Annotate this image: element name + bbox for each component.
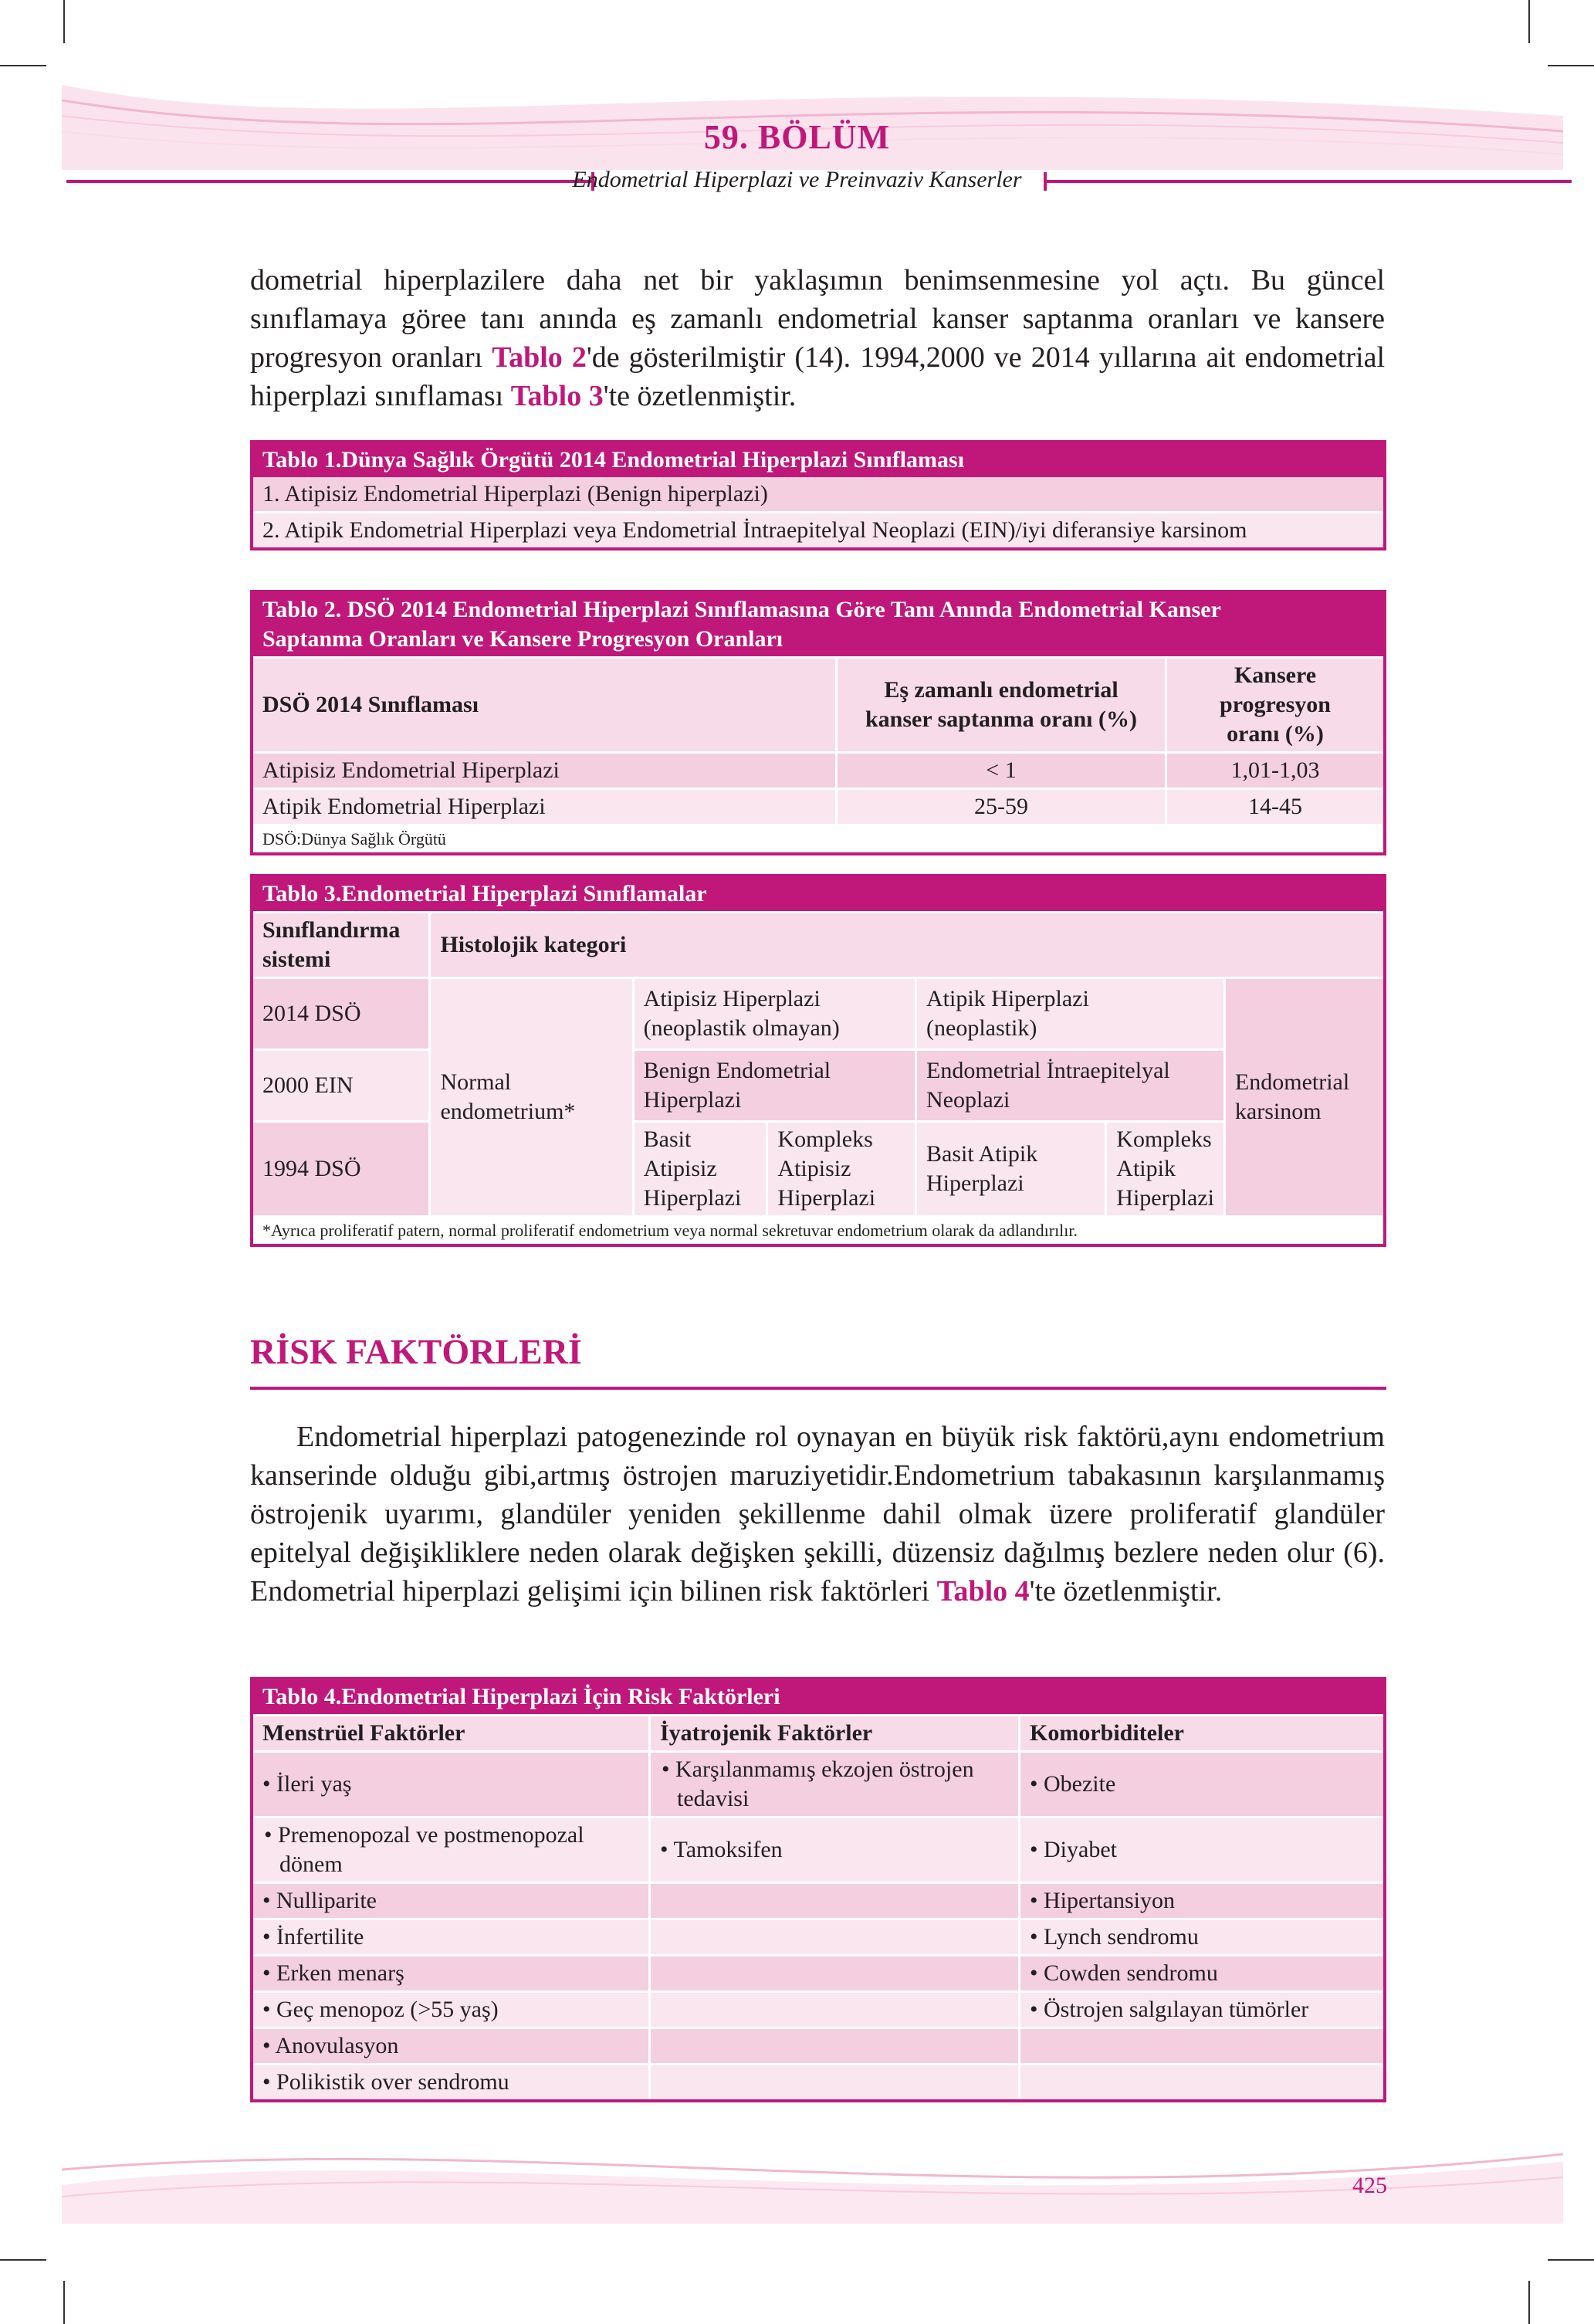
list-item: • Tamoksifen — [660, 1837, 783, 1862]
table2-reference-link[interactable]: Tablo 2 — [492, 341, 587, 374]
table4-header-iatrogenic: İyatrojenik Faktörler — [650, 1716, 1020, 1752]
table-cell — [650, 1992, 1020, 2028]
list-item: • Polikistik over sendromu — [262, 2069, 509, 2095]
list-item: • Premenopozal ve postmenopozal dönem — [264, 1822, 584, 1877]
table-cell — [1020, 1752, 1386, 1818]
header-line: sistemi — [262, 947, 331, 972]
cell-line: (neoplastik olmayan) — [643, 1015, 840, 1041]
table3-footnote: *Ayrıca proliferatif patern, normal proliferatif endometrium veya normal sekretuvar endometrium olarak da adlandırılır. — [252, 1217, 1385, 1246]
table3-reference-link[interactable]: Tablo 3 — [510, 380, 604, 412]
table-row: 1. Atipisiz Endometrial Hiperplazi (Benign hiperplazi) — [262, 481, 768, 506]
footer-wave-decoration — [62, 2139, 1563, 2224]
table-cell — [252, 1818, 650, 1883]
cell-line: Atipik — [1116, 1156, 1176, 1181]
table3-header-category: Histolojik kategori — [430, 913, 1385, 978]
crop-mark — [0, 2259, 46, 2261]
table3-system-2000: 2000 EIN — [252, 1050, 430, 1122]
table2-header-detection — [837, 658, 1166, 753]
table-cell — [1020, 2028, 1386, 2065]
list-item: • Anovulasyon — [262, 2033, 398, 2058]
table-row — [252, 1956, 1385, 1992]
table-2 — [250, 590, 1386, 855]
table-cell — [252, 1956, 650, 1992]
table-cell — [1020, 1883, 1386, 1919]
cell-line: Normal — [440, 1069, 512, 1095]
list-item: • Geç menopoz (>55 yaş) — [262, 1997, 499, 2022]
list-item: • Karşılanmamış ekzojen östrojen tedavisi — [662, 1757, 974, 1811]
crop-mark — [1528, 0, 1530, 43]
table2-caption — [252, 591, 1385, 658]
table3-endometrial-carcinoma — [1224, 978, 1385, 1217]
table3-1994-complex-no-atypia — [767, 1122, 916, 1217]
table-cell — [650, 1883, 1020, 1919]
table-row — [252, 753, 1385, 789]
header-line: Sınıflandırma — [262, 917, 401, 943]
table-cell — [650, 2065, 1020, 2102]
list-item: • İleri yaş — [262, 1771, 351, 1797]
table3-2000-benign — [633, 1050, 915, 1122]
cell-line: Atipisiz Hiperplazi — [643, 986, 821, 1011]
risk-paragraph — [250, 1418, 1385, 1611]
chapter-subtitle: Endometrial Hiperplazi ve Preinvaziv Kanserler — [572, 167, 1022, 192]
table4-header-comorbidity: Komorbiditeler — [1020, 1716, 1386, 1752]
section-heading: RİSK FAKTÖRLERİ — [250, 1332, 582, 1371]
table-cell — [252, 1883, 650, 1919]
table4-caption: Tablo 4.Endometrial Hiperplazi İçin Risk Faktörleri — [252, 1679, 1385, 1716]
cell-line: Atipik Hiperplazi — [926, 986, 1089, 1011]
list-item: • Nulliparite — [262, 1888, 377, 1913]
table3-system-1994: 1994 DSÖ — [252, 1122, 430, 1217]
table-cell — [1020, 1919, 1386, 1956]
cell-line: Atipisiz — [777, 1156, 851, 1181]
intro-text: 'de gösterilmiştir (14). 1994,2000 ve 2014 yıllarına ait endometrial hiperplazi sınıflaması — [250, 341, 1385, 412]
chapter-title: 59. BÖLÜM — [703, 118, 891, 156]
cell-line: Atipisiz — [643, 1156, 717, 1181]
table-cell: Atipisiz Endometrial Hiperplazi — [252, 753, 837, 789]
table-row — [252, 1992, 1385, 2028]
table-row — [252, 789, 1385, 825]
table-row — [252, 1752, 1385, 1818]
cell-line: (neoplastik) — [926, 1015, 1037, 1041]
table-cell — [1020, 1818, 1386, 1883]
cell-line: Hiperplazi — [643, 1185, 742, 1211]
cell-line: Basit — [643, 1126, 692, 1152]
table3-normal-endometrium — [430, 978, 633, 1217]
table3-2000-ein — [916, 1050, 1225, 1122]
table-cell — [650, 1752, 1020, 1818]
page-number: 425 — [1352, 2173, 1387, 2198]
table-cell — [1020, 1992, 1386, 2028]
table-row — [252, 1883, 1385, 1919]
table2-caption-line: Tablo 2. DSÖ 2014 Endometrial Hiperplazi Sınıflamasına Göre Tanı Anında Endometrial Kanser — [262, 597, 1221, 622]
table1-caption: Tablo 1.Dünya Sağlık Örgütü 2014 Endometrial Hiperplazi Sınıflaması — [252, 442, 1385, 477]
table2-caption-line: Saptanma Oranları ve Kansere Progresyon Oranları — [262, 626, 783, 652]
list-item: • Lynch sendromu — [1030, 1924, 1199, 1950]
risk-text: Endometrial hiperplazi patogenezinde rol oynayan en büyük risk faktörü,aynı endometrium kanserinde olduğu gibi,artmış östrojen maruziyetidir.Endometrium tabakasının karşılanmamış östrojenik uyarımı, glandüler yeniden şekillenme dahil olmak üzere proliferatif glandüler epitelyal değişikliklere neden olarak değişken şekilli, düzensiz dağılmış bezlere neden olur (6). Endometrial hiperplazi gelişimi için bilinen risk faktörleri — [250, 1421, 1385, 1607]
crop-mark — [0, 65, 46, 66]
table2-header-classification: DSÖ 2014 Sınıflaması — [252, 658, 837, 753]
table-row: 2. Atipik Endometrial Hiperplazi veya Endometrial İntraepitelyal Neoplazi (EIN)/iyi diferansiye karsinom — [252, 513, 1385, 550]
table-row — [252, 2065, 1385, 2102]
cell-line: Hiperplazi — [643, 1087, 742, 1113]
list-item: • Hipertansiyon — [1030, 1888, 1175, 1913]
table-3 — [250, 874, 1386, 1247]
list-item: • Obezite — [1030, 1771, 1115, 1797]
table3-system-2014: 2014 DSÖ — [252, 978, 430, 1050]
table-cell — [650, 1919, 1020, 1956]
table-cell: 14-45 — [1166, 789, 1386, 825]
cell-line: Endometrial İntraepitelyal — [926, 1058, 1170, 1083]
table3-2014-atypia-free — [633, 978, 915, 1050]
list-item: • İnfertilite — [262, 1924, 364, 1950]
table3-1994-simple-atypical — [916, 1122, 1106, 1217]
table-cell: 25-59 — [837, 789, 1166, 825]
table-cell — [650, 1956, 1020, 1992]
risk-text: 'te özetlenmiştir. — [1029, 1575, 1223, 1607]
table3-caption: Tablo 3.Endometrial Hiperplazi Sınıflamalar — [252, 876, 1385, 913]
intro-text: 'te özetlenmiştir. — [603, 380, 797, 412]
table-cell — [252, 1752, 650, 1818]
table-row — [252, 1919, 1385, 1956]
table-cell — [1020, 1956, 1386, 1992]
table2-header-progression — [1166, 658, 1386, 753]
list-item: • Erken menarş — [262, 1960, 404, 1986]
table3-header-system — [252, 913, 430, 978]
header-line: Kansere progresyon — [1220, 662, 1331, 717]
intro-paragraph — [250, 261, 1385, 415]
table3-2014-atypical — [916, 978, 1225, 1050]
cell-line: karsinom — [1234, 1099, 1322, 1124]
table-cell — [650, 2028, 1020, 2065]
section-heading-rule — [250, 1387, 1386, 1390]
table2-footnote: DSÖ:Dünya Sağlık Örgütü — [252, 825, 1385, 855]
intro-text: dometrial hiperplazilere daha net bir yaklaşımın benimsenmesine yol açtı. Bu güncel sınıflamaya göree tanı anında eş zamanlı endometrial kanser saptanma oranları ve kansere progresyon oranları — [250, 264, 1385, 374]
table-cell: 1,01-1,03 — [1166, 753, 1386, 789]
table-cell — [252, 2065, 650, 2102]
table3-1994-complex-atypical — [1106, 1122, 1225, 1217]
crop-mark — [63, 0, 65, 43]
table-4 — [250, 1677, 1386, 2102]
table3-1994-simple-no-atypia — [633, 1122, 767, 1217]
cell-line: Basit Atipik — [926, 1141, 1038, 1167]
list-item: • Cowden sendromu — [1030, 1960, 1218, 1986]
table-row — [252, 1818, 1385, 1883]
cell-line: Kompleks — [1116, 1126, 1212, 1152]
cell-line: endometrium* — [440, 1099, 576, 1124]
crop-mark — [1548, 65, 1594, 66]
table4-reference-link[interactable]: Tablo 4 — [936, 1575, 1030, 1607]
crop-mark — [1528, 2281, 1530, 2324]
cell-line: Neoplazi — [926, 1087, 1010, 1113]
cell-line: Kompleks — [777, 1126, 873, 1152]
header-line: kanser saptanma oranı (%) — [865, 706, 1137, 732]
crop-mark — [1548, 2259, 1594, 2261]
list-item: • Östrojen salgılayan tümörler — [1030, 1997, 1308, 2022]
table4-header-menstrual: Menstrüel Faktörler — [252, 1716, 650, 1752]
table-cell: Atipik Endometrial Hiperplazi — [252, 789, 837, 825]
cell-line: Benign Endometrial — [643, 1058, 831, 1083]
crop-mark — [63, 2281, 65, 2324]
table-cell — [252, 1919, 650, 1956]
table-cell: < 1 — [837, 753, 1166, 789]
list-item: • Diyabet — [1030, 1837, 1117, 1862]
table-row — [252, 2028, 1385, 2065]
table-cell — [1020, 2065, 1386, 2102]
table-cell — [252, 2028, 650, 2065]
header-line: Eş zamanlı endometrial — [884, 677, 1119, 703]
cell-line: Hiperplazi — [1116, 1185, 1214, 1211]
table-1 — [250, 440, 1386, 551]
table-cell — [650, 1818, 1020, 1883]
table-cell — [252, 1992, 650, 2028]
cell-line: Endometrial — [1234, 1069, 1350, 1095]
cell-line: Hiperplazi — [926, 1170, 1024, 1196]
header-line: oranı (%) — [1227, 721, 1324, 747]
cell-line: Hiperplazi — [777, 1185, 876, 1211]
